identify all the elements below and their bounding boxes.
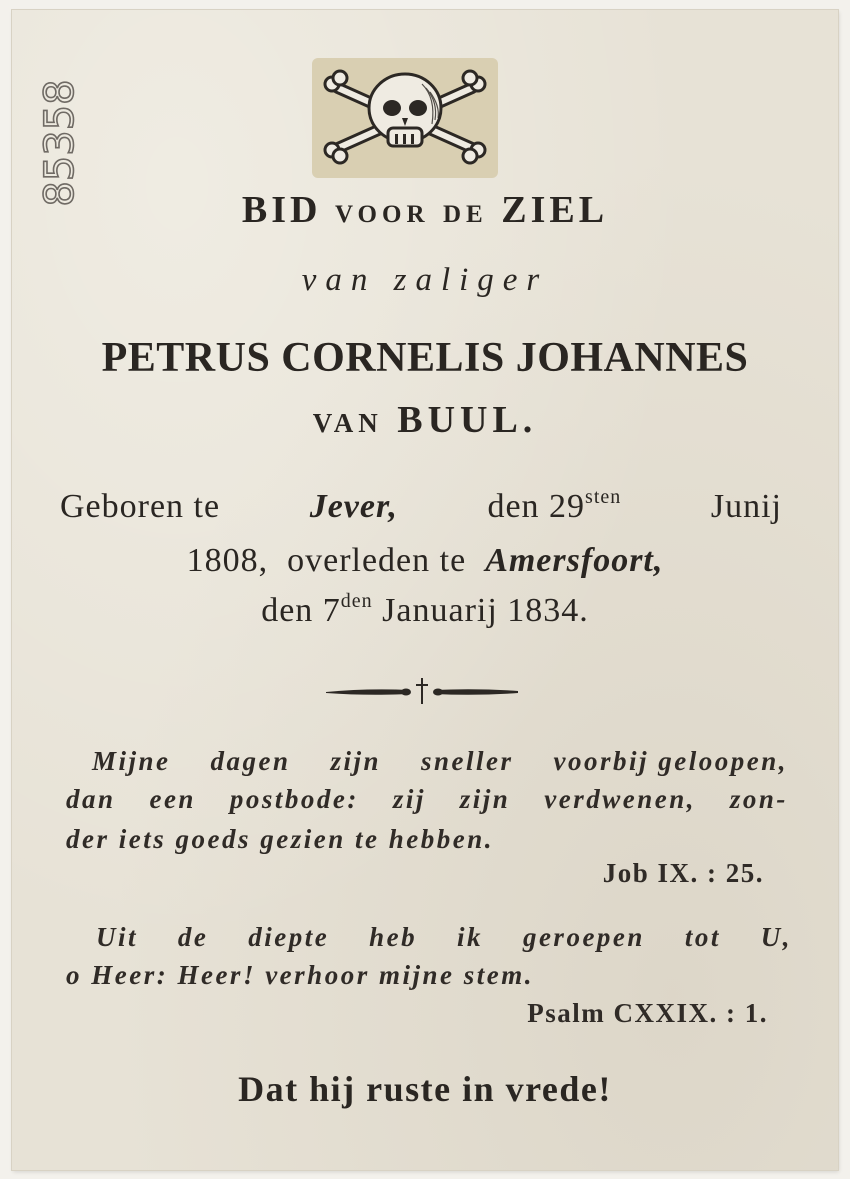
birth-month: Junij	[710, 488, 782, 525]
quote-word: zij	[392, 784, 426, 814]
quote-word: zijn	[459, 784, 511, 814]
heading-word-ziel: ZIEL	[501, 189, 609, 231]
deceased-surname-line	[0, 398, 850, 442]
quote2-line2: o Heer: Heer! verhoor mijne stem.	[66, 960, 534, 990]
heading-word-voor: VOOR	[335, 201, 430, 228]
quote1-line3: der iets goeds gezien te hebben.	[66, 824, 494, 854]
quote2-reference: Psalm CXXIX. : 1.	[527, 998, 768, 1028]
quote-word: geroepen	[522, 922, 645, 952]
death-day: 7	[322, 592, 341, 629]
quote2-line1	[96, 922, 792, 953]
heading-word-bid: BID	[241, 189, 322, 231]
bio-line-2	[0, 542, 850, 580]
quote1-line2	[66, 784, 788, 815]
surname: BUUL.	[397, 399, 538, 441]
quote-word: U,	[760, 922, 792, 952]
prayer-heading	[0, 188, 850, 232]
birth-year: 1808,	[186, 542, 269, 579]
bio-line-1	[60, 488, 782, 526]
memorial-card	[12, 10, 838, 1170]
birthplace: Jever,	[309, 488, 398, 525]
surname-prefix: VAN	[312, 408, 383, 438]
death-month-year: Januarij 1834.	[382, 592, 589, 629]
quote-word: Mijne	[92, 746, 171, 776]
quote-word: tot	[684, 922, 721, 952]
quote1-line1	[92, 746, 788, 777]
heading-word-de: DE	[443, 201, 488, 228]
quote-word: ik	[457, 922, 484, 952]
quote1-reference: Job IX. : 25.	[602, 858, 764, 888]
skull-crossbones-icon	[318, 62, 492, 170]
quote-word: verdwenen,	[544, 784, 696, 814]
subtitle: van zaliger	[301, 262, 549, 298]
quote-word: Uit	[96, 922, 139, 952]
died-label: overleden te	[287, 542, 467, 579]
death-den: den	[261, 592, 314, 629]
quote-word: heb	[369, 922, 418, 952]
born-label: Geboren te	[60, 488, 221, 525]
closing-prayer: Dat hij ruste in vrede!	[238, 1069, 612, 1109]
quote-word: dan	[66, 784, 116, 814]
quote-word: diepte	[248, 922, 330, 952]
deathplace: Amersfoort,	[485, 542, 664, 579]
quote-word: voorbij geloopen,	[553, 746, 788, 776]
bio-line-3	[0, 592, 850, 630]
quote-word: dagen	[210, 746, 291, 776]
handwritten-number-text: 85358	[37, 79, 83, 207]
cross-divider-icon	[322, 676, 522, 706]
quote-word: een	[149, 784, 196, 814]
quote-word: de	[177, 922, 209, 952]
death-day-suffix: den	[340, 590, 373, 612]
quote-word: zon-	[729, 784, 788, 814]
deceased-given-names: PETRUS CORNELIS JOHANNES	[101, 335, 749, 381]
quote-word: zijn	[330, 746, 382, 776]
quote-word: sneller	[421, 746, 514, 776]
quote-word: postbode:	[229, 784, 359, 814]
birth-date: den $29^{sten}$	[487, 486, 622, 525]
